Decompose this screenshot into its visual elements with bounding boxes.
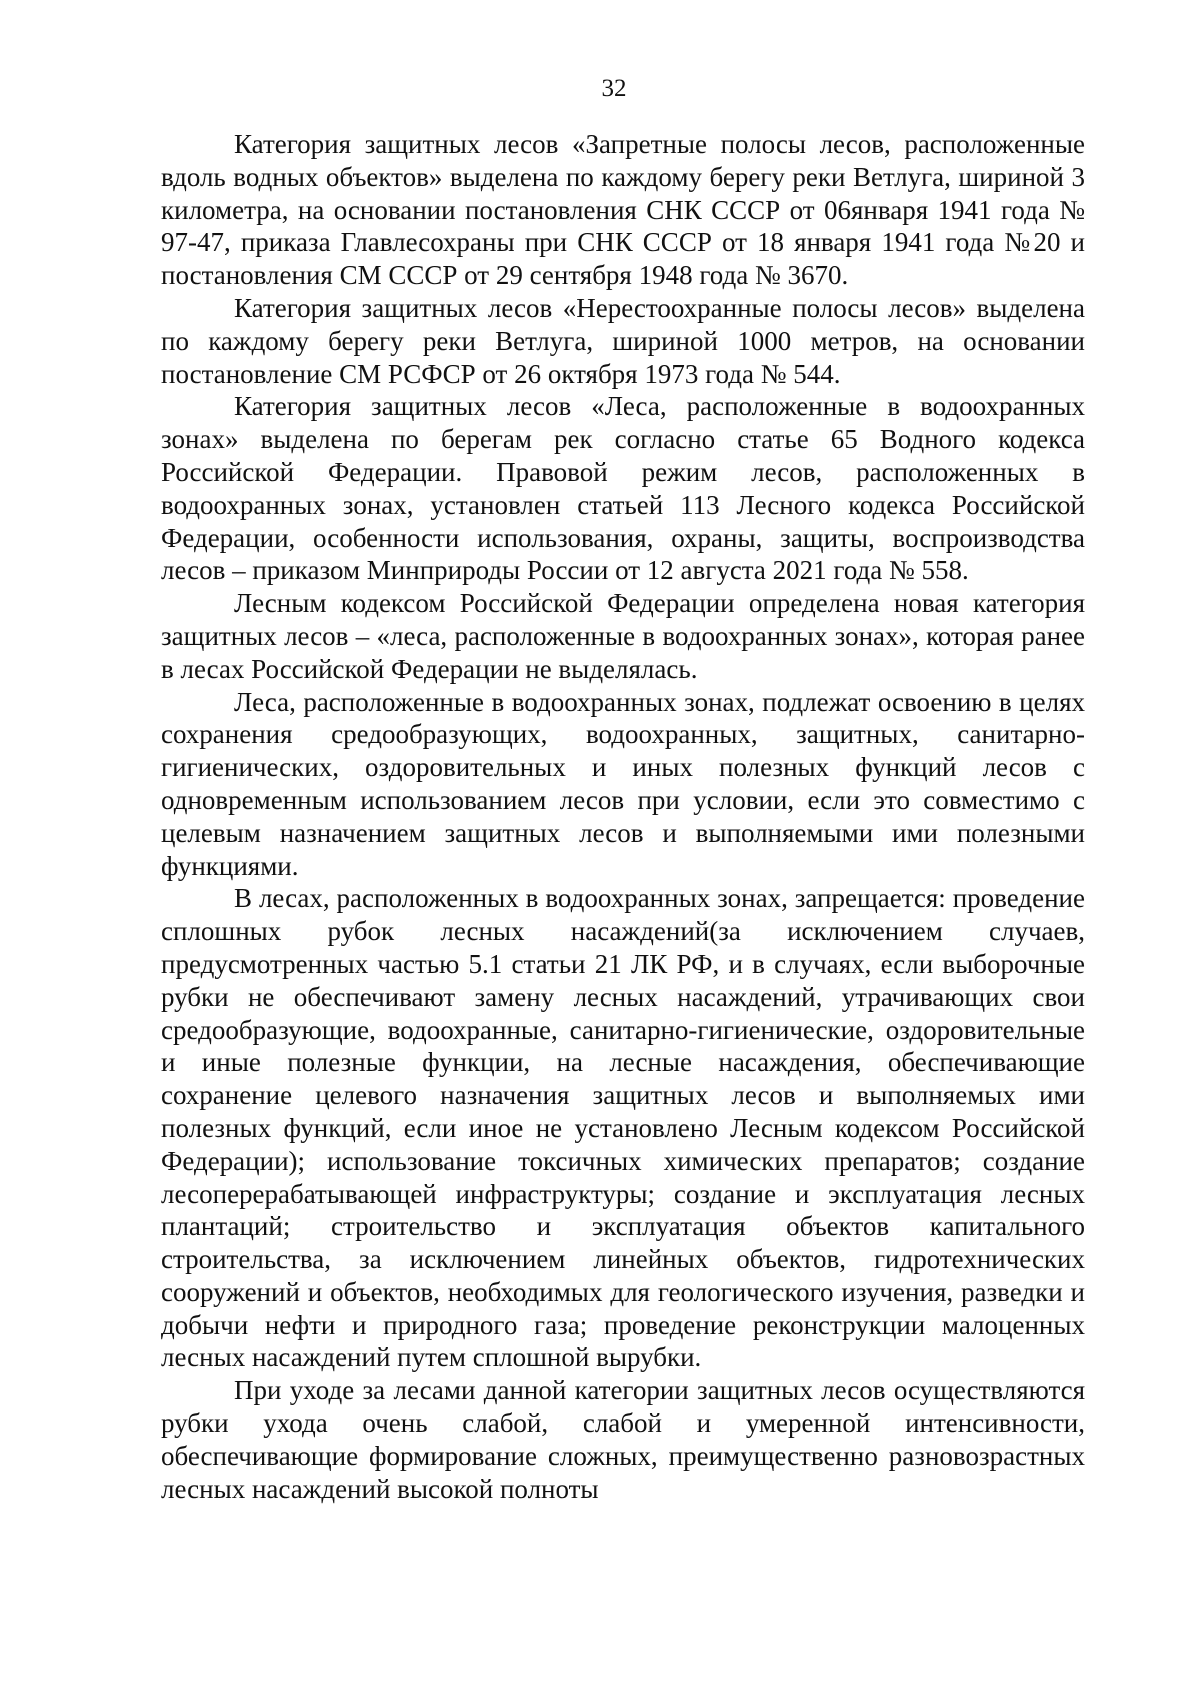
document-body [161,128,1085,1505]
paragraph-forbidden-strips: Категория защитных лесов «Запретные полосы лесов, расположенные вдоль водных объектов» выделена по каждому берегу реки Ветлуга, шириной 3 километра, на основании постановления СНК СССР от 06января 1941 года № 97-47, приказа Главлесохраны при СНК СССР от 18 января 1941 года №20 и постановления СМ СССР от 29 сентября 1948 года № 3670. [161,129,1085,291]
paragraph-spawning-protection-strips: Категория защитных лесов «Нерестоохранные полосы лесов» выделена по каждому берегу реки Ветлуга, шириной 1000 метров, на основании постановление СМ РСФСР от 26 октября 1973 года № 544. [161,292,1085,389]
paragraph-forest-development: Леса, расположенные в водоохранных зонах, подлежат освоению в целях сохранения средообразующих, водоохранных, защитных, санитарно-гигиенических, оздоровительных и иных полезных функций лесов с одновременным использованием лесов при условии, если это совместимо с целевым назначением защитных лесов и выполняемыми ими полезными функциями. [161,686,1085,881]
paragraph-water-protection-zones: Категория защитных лесов «Леса, расположенные в водоохранных зонах» выделена по берегам рек согласно статье 65 Водного кодекса Российской Федерации. Правовой режим лесов, расположенных в водоохранных зонах, установлен статьей 113 Лесного кодекса Российской Федерации, особенности использования, охраны, защиты, воспроизводства лесов – приказом Минприроды России от 12 августа 2021 года № 558. [161,391,1085,586]
page-number: 32 [601,75,627,102]
paragraph-prohibitions: В лесах, расположенных в водоохранных зонах, запрещается: проведение сплошных рубок лесных насаждений(за исключением случаев, предусмотренных частью 5.1 статьи 21 ЛК РФ, и в случаях, если выборочные рубки не обеспечивают замену лесных насаждений, утрачивающих свои средообразующие, водоохранные, санитарно-гигиенические, оздоровительные и иные полезные функции, на лесные насаждения, обеспечивающие сохранение целевого назначения защитных лесов и выполняемых ими полезных функций, если иное не установлено Лесным кодексом Российской Федерации); использование токсичных химических препаратов; создание лесоперерабатывающей инфраструктуры; создание и эксплуатация лесных плантаций; строительство и эксплуатация объектов капитального строительства, за исключением линейных объектов, гидротехнических сооружений и объектов, необходимых для геологического изучения, разведки и добычи нефти и природного газа; проведение реконструкции малоценных лесных насаждений путем сплошной вырубки. [161,883,1085,1373]
paragraph-new-category: Лесным кодексом Российской Федерации определена новая категория защитных лесов – «леса, расположенные в водоохранных зонах», которая ранее в лесах Российской Федерации не выделялась. [161,588,1085,684]
paragraph-forest-care: При уходе за лесами данной категории защитных лесов осуществляются рубки ухода очень слабой, слабой и умеренной интенсивности, обеспечивающие формирование сложных, преимущественно разновозрастных лесных насаждений высокой полноты [161,1375,1085,1504]
